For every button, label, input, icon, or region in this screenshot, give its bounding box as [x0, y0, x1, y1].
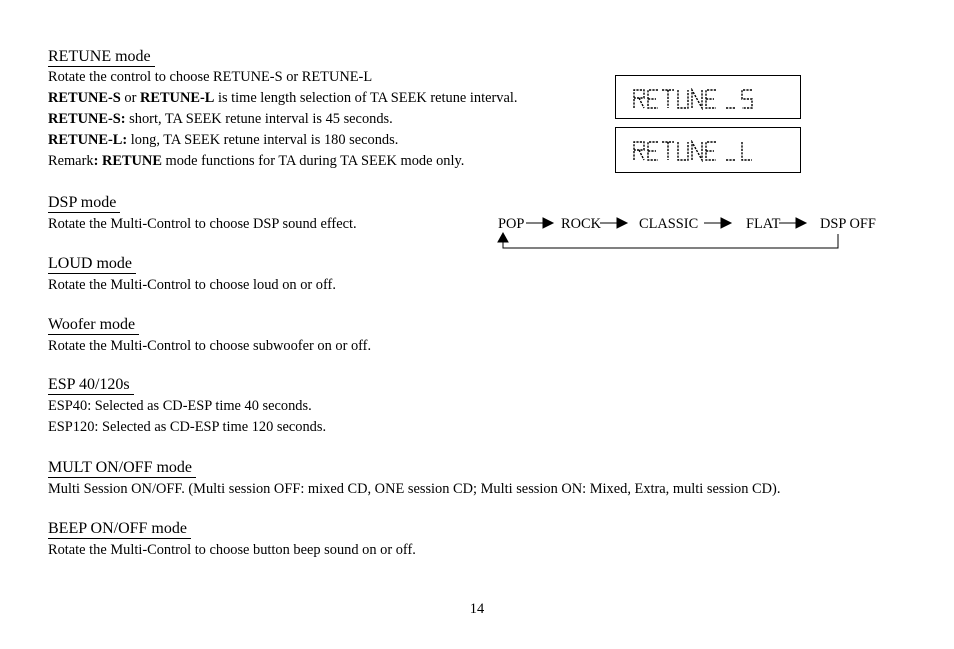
lcd-retune-s-segments: [632, 88, 792, 110]
retune-line-3: [48, 111, 393, 127]
remark-desc: mode functions for TA during TA SEEK mode only.: [161, 153, 465, 169]
dsp-flow-dsp-off: DSP OFF: [820, 216, 876, 232]
arrow-rock-classic: [617, 218, 627, 228]
remark-retune-term: : RETUNE: [93, 153, 162, 169]
mult-line-1: Multi Session ON/OFF. (Multi session OFF: mixed CD, ONE session CD; Multi session ON: Mixed, Extra, multi session CD).: [48, 481, 781, 497]
retune-line-2-text-b: is time length selection of TA SEEK retune interval.: [214, 90, 518, 106]
arrow-return-pop: [498, 233, 508, 242]
dsp-flow-pop: POP: [498, 216, 525, 232]
lcd-retune-l: [615, 127, 801, 173]
retune-l-label: RETUNE-L:: [48, 132, 128, 148]
esp-line-1: ESP40: Selected as CD-ESP time 40 seconds.: [48, 398, 312, 414]
dsp-flow-flat: FLAT: [746, 216, 781, 232]
dsp-line-1: Rotate the Multi-Control to choose DSP sound effect.: [48, 216, 357, 232]
retune-s-label: RETUNE-S:: [48, 111, 126, 127]
dsp-heading: DSP mode: [48, 194, 121, 211]
retune-heading: RETUNE mode: [48, 48, 155, 65]
page-number: 14: [469, 601, 485, 617]
retune-s-term: RETUNE-S: [48, 90, 121, 106]
arrow-pop-rock: [543, 218, 553, 228]
dsp-flow-rock: ROCK: [561, 216, 601, 232]
loud-line-1: Rotate the Multi-Control to choose loud on or off.: [48, 277, 336, 293]
esp-heading: ESP 40/120s: [48, 376, 134, 393]
retune-line-1: Rotate the control to choose RETUNE-S or RETUNE-L: [48, 69, 373, 85]
dsp-flow-arrows: [495, 212, 845, 252]
lcd-retune-s: [615, 75, 801, 119]
woofer-line-1: Rotate the Multi-Control to choose subwoofer on or off.: [48, 338, 372, 354]
retune-l-desc: long, TA SEEK retune interval is 180 seconds.: [127, 132, 399, 148]
retune-line-4: [48, 132, 398, 148]
arrow-classic-flat: [721, 218, 731, 228]
remark-label: Remark: [48, 153, 94, 169]
dsp-flow-classic: CLASSIC: [639, 216, 699, 232]
mult-heading: MULT ON/OFF mode: [48, 459, 197, 476]
loud-heading: LOUD mode: [48, 255, 136, 272]
retune-remark: [48, 153, 464, 169]
retune-s-desc: short, TA SEEK retune interval is 45 seconds.: [125, 111, 393, 127]
beep-heading: BEEP ON/OFF mode: [48, 520, 191, 537]
woofer-heading: Woofer mode: [48, 316, 140, 333]
beep-line-1: Rotate the Multi-Control to choose button beep sound on or off.: [48, 542, 416, 558]
esp-line-2: ESP120: Selected as CD-ESP time 120 seconds.: [48, 419, 327, 435]
lcd-retune-l-segments: [632, 140, 792, 162]
arrow-flat-dspoff: [796, 218, 806, 228]
retune-l-term: RETUNE-L: [139, 90, 215, 106]
retune-line-2-text-a: or: [120, 90, 140, 106]
retune-line-2: [48, 90, 517, 106]
